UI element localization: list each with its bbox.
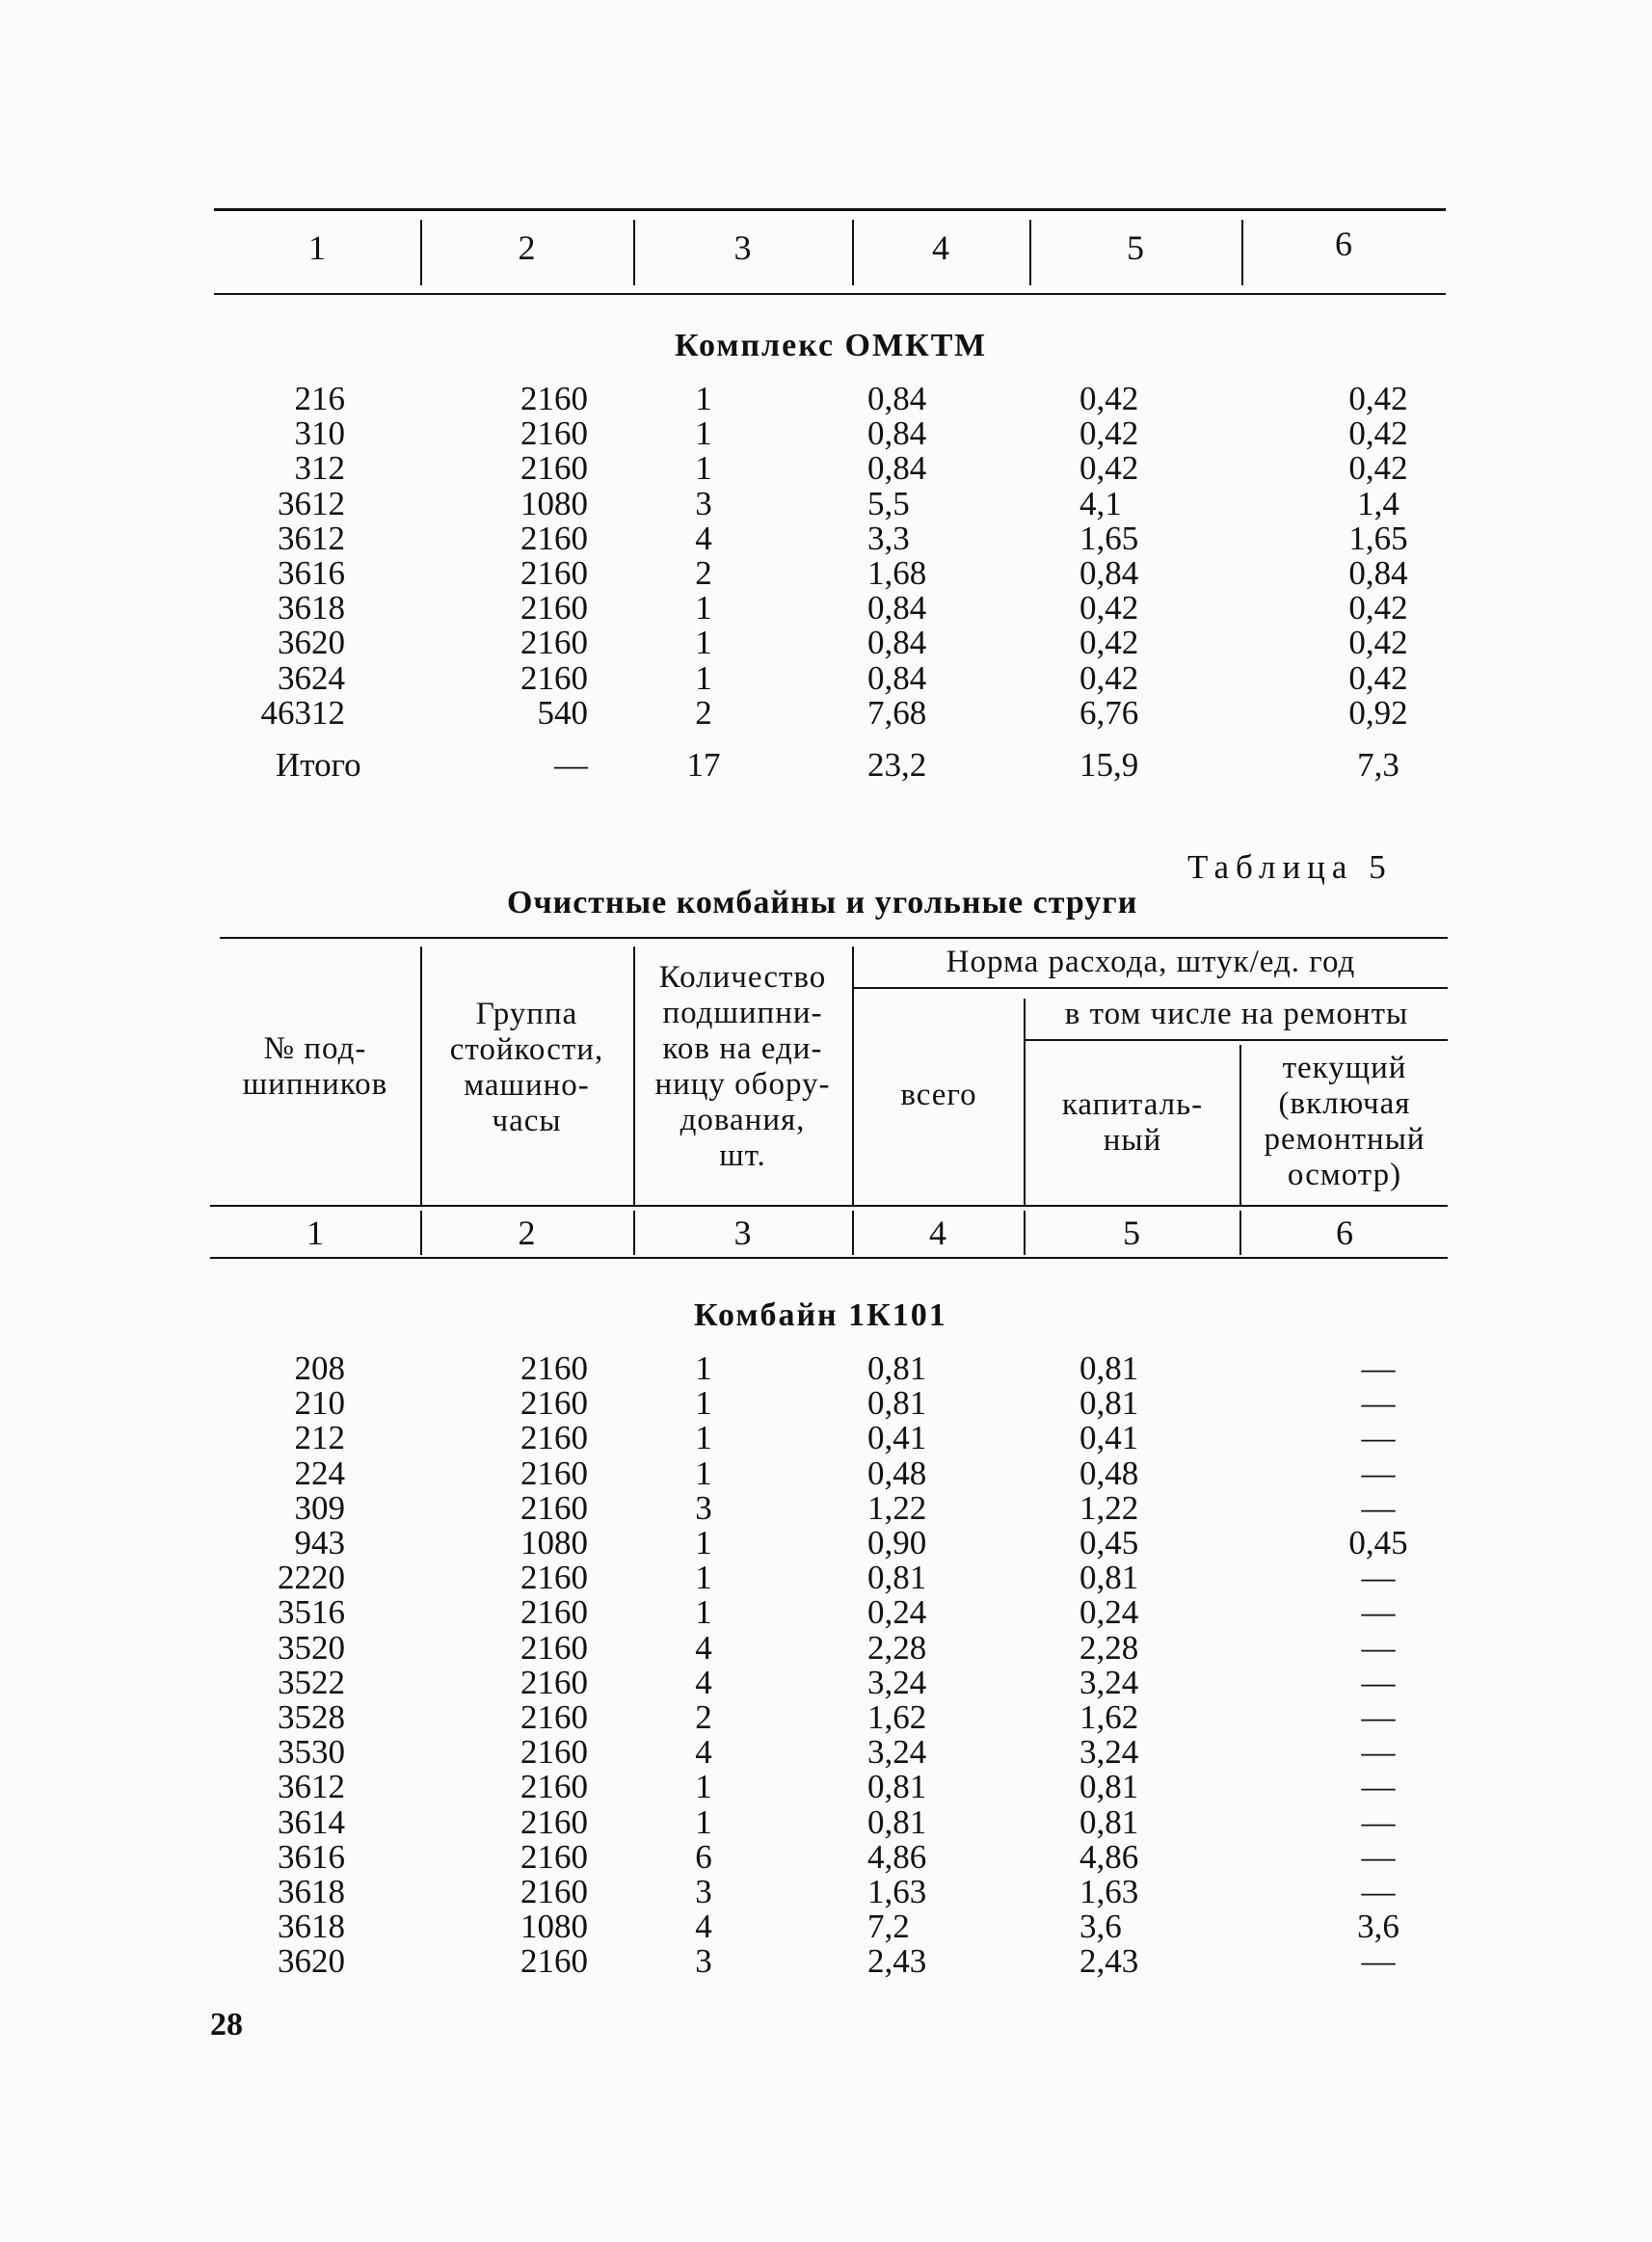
table-cell: 1,62 — [867, 1698, 927, 1736]
table-cell: 2160 — [520, 1663, 588, 1701]
table-cell: 3,24 — [1079, 1733, 1139, 1772]
total-cell: 15,9 — [1079, 746, 1139, 784]
table-cell: 1 — [695, 449, 712, 488]
table-cell: 3520 — [278, 1628, 345, 1667]
table-cell: 0,45 — [1348, 1524, 1408, 1561]
table-cell: 4 — [695, 1908, 712, 1946]
table-cell: 1 — [695, 1524, 712, 1561]
header-bearing-number — [210, 1031, 420, 1103]
column-number: 1 — [308, 228, 326, 267]
table-cell: 2160 — [520, 1384, 588, 1423]
table-cell: 0,41 — [867, 1419, 927, 1457]
table-cell: 0,48 — [867, 1454, 927, 1492]
header-including: в том числе на ремонты — [1064, 997, 1409, 1031]
table-cell: 0,42 — [1079, 624, 1139, 662]
table-cell: 2160 — [520, 1802, 588, 1841]
table-cell: 0,41 — [1079, 1419, 1139, 1457]
header-current — [1241, 1051, 1448, 1193]
table-cell: 1,22 — [1079, 1488, 1139, 1527]
table-cell: — — [1361, 1488, 1396, 1527]
table-cell: 7,68 — [867, 693, 927, 732]
table-cell: 2160 — [520, 589, 588, 627]
header-bearing-quantity — [633, 960, 852, 1174]
table-cell: 2160 — [520, 380, 588, 417]
norm-rule — [854, 987, 1448, 989]
table-cell: 1,63 — [1079, 1873, 1139, 1910]
table-cell: 1 — [695, 1593, 712, 1632]
table-cell: 7,2 — [867, 1908, 910, 1946]
table-cell: 0,84 — [1079, 554, 1139, 592]
table-cell: 3,6 — [1079, 1908, 1122, 1946]
table-cell: — — [1361, 1768, 1396, 1806]
table-cell: 0,42 — [1348, 589, 1408, 627]
table-cell: 0,84 — [867, 449, 927, 488]
table-cell: 0,84 — [867, 658, 927, 697]
table-cell: 0,42 — [1348, 414, 1408, 453]
table5-column-number: 6 — [1336, 1214, 1353, 1252]
table-cell: — — [1361, 1384, 1396, 1423]
table-cell: 2160 — [520, 1733, 588, 1772]
table-cell: 212 — [294, 1419, 345, 1457]
table-cell: 3530 — [278, 1733, 345, 1772]
table-cell: 0,81 — [867, 1384, 927, 1423]
table5-column-number: 1 — [306, 1214, 324, 1252]
table-cell: 1 — [695, 1349, 712, 1387]
table-cell: 310 — [294, 414, 345, 453]
table-cell: 4 — [695, 1628, 712, 1667]
table-cell: 1,4 — [1357, 484, 1399, 522]
table-cell: 3618 — [278, 1908, 345, 1946]
table-cell: 3528 — [278, 1698, 345, 1736]
table-cell: 2160 — [520, 658, 588, 697]
table-cell: 1,22 — [867, 1488, 927, 1527]
table-cell: 3620 — [278, 1942, 345, 1981]
table-cell: 1080 — [520, 1908, 588, 1946]
table-cell: 3 — [695, 484, 712, 522]
table-cell: 2160 — [520, 1593, 588, 1632]
column-number: 6 — [1335, 225, 1352, 263]
table-cell: 3 — [695, 1488, 712, 1527]
table-cell: 0,24 — [867, 1593, 927, 1632]
table-cell: 6 — [695, 1837, 712, 1876]
table-cell: 0,81 — [867, 1768, 927, 1806]
table-cell: 4 — [695, 519, 712, 557]
table-cell: — — [1361, 1663, 1396, 1701]
table-cell: 3,24 — [867, 1663, 927, 1701]
header-current-text: текущий (включая ремонтный осмотр) — [1264, 1051, 1426, 1192]
table-cell: — — [1361, 1802, 1396, 1841]
table-cell: 2,28 — [867, 1628, 927, 1667]
table-cell: 4 — [695, 1663, 712, 1701]
table-cell: 1,65 — [1348, 519, 1408, 557]
table5-column-number: 4 — [929, 1214, 946, 1252]
table-cell: 0,81 — [1079, 1349, 1139, 1387]
table-cell: 1,68 — [867, 554, 927, 592]
table-cell: 1080 — [520, 484, 588, 522]
table-cell: 540 — [537, 693, 588, 732]
table-cell: 4,86 — [1079, 1837, 1139, 1876]
table-cell: 0,42 — [1079, 380, 1139, 417]
table-cell: 0,81 — [1079, 1559, 1139, 1597]
table-cell: 2160 — [520, 554, 588, 592]
table-cell: 0,81 — [867, 1559, 927, 1597]
table-cell: 0,24 — [1079, 1593, 1139, 1632]
table-cell: 210 — [294, 1384, 345, 1423]
table-cell: 0,90 — [867, 1524, 927, 1561]
table-cell: 0,42 — [1348, 380, 1408, 417]
table-divider — [852, 947, 854, 1205]
table-cell: 4,1 — [1079, 484, 1122, 522]
table-cell: 1080 — [520, 1524, 588, 1561]
table-cell: 943 — [294, 1524, 345, 1561]
table-cell: 2220 — [278, 1559, 345, 1597]
table-cell: 1 — [695, 380, 712, 417]
table-cell: 2,43 — [1079, 1942, 1139, 1981]
header-capital — [1026, 1087, 1239, 1159]
table-cell: 2,28 — [1079, 1628, 1139, 1667]
header-norm: Норма расхода, штук/ед. год — [946, 945, 1356, 979]
header-durability-group — [420, 997, 633, 1139]
table-cell: 2160 — [520, 1349, 588, 1387]
table-cell: 2160 — [520, 1768, 588, 1806]
table-cell: 3516 — [278, 1593, 345, 1632]
table-label: Таблица 5 — [1187, 848, 1393, 886]
table-cell: 2160 — [520, 1628, 588, 1667]
table-cell: — — [1361, 1559, 1396, 1597]
table-cell: 2 — [695, 1698, 712, 1736]
table-cell: — — [1361, 1349, 1396, 1387]
table-cell: 3,6 — [1357, 1908, 1399, 1946]
header-bearing-quantity-text: Количество подшипни- ков на еди- ницу обору- дования, шт. — [654, 960, 831, 1173]
total-cell: 7,3 — [1357, 746, 1399, 784]
table-cell: 3612 — [278, 1768, 345, 1806]
table-cell: 0,42 — [1079, 449, 1139, 488]
table-cell: — — [1361, 1837, 1396, 1876]
table-cell: 1 — [695, 1454, 712, 1492]
table-cell: 1 — [695, 1559, 712, 1597]
table-title: Очистные комбайны и угольные струги — [507, 885, 1138, 921]
table-cell: 3 — [695, 1873, 712, 1910]
number-row-bottom — [210, 1257, 1448, 1259]
table-cell: 0,42 — [1079, 658, 1139, 697]
table-cell: 0,42 — [1079, 589, 1139, 627]
table-cell: 2 — [695, 693, 712, 732]
table-cell: 0,84 — [867, 624, 927, 662]
table-cell: 2160 — [520, 1488, 588, 1527]
table-cell: 3616 — [278, 1837, 345, 1876]
table-cell: 0,42 — [1348, 658, 1408, 697]
table-cell: 0,81 — [867, 1349, 927, 1387]
header-bottom-line — [210, 1205, 1448, 1207]
table-cell: 2160 — [520, 449, 588, 488]
table-cell: 3616 — [278, 554, 345, 592]
column-number: 2 — [518, 228, 536, 267]
header-capital-text: капиталь- ный — [1061, 1087, 1204, 1158]
table-cell: 3624 — [278, 658, 345, 697]
table-top-rule — [220, 937, 1448, 939]
table-cell: 208 — [294, 1349, 345, 1387]
table-cell: 2160 — [520, 1698, 588, 1736]
table-cell: 309 — [294, 1488, 345, 1527]
table-cell: 5,5 — [867, 484, 910, 522]
table-cell: — — [1361, 1942, 1396, 1981]
table-cell: 0,84 — [867, 414, 927, 453]
table-cell: 1 — [695, 589, 712, 627]
table-cell: — — [1361, 1873, 1396, 1910]
table-cell: 1 — [695, 658, 712, 697]
table-cell: — — [1361, 1698, 1396, 1736]
table-cell: 3612 — [278, 519, 345, 557]
table-cell: 1 — [695, 414, 712, 453]
table-cell: — — [1361, 1628, 1396, 1667]
table-cell: 2160 — [520, 624, 588, 662]
section-title-omktm: Комплекс ОМКТМ — [675, 328, 988, 363]
table-cell: 1 — [695, 624, 712, 662]
table-cell: 1 — [695, 1384, 712, 1423]
table-cell: 3620 — [278, 624, 345, 662]
table-cell: 0,81 — [1079, 1802, 1139, 1841]
table-cell: 0,81 — [1079, 1768, 1139, 1806]
table-cell: 0,84 — [1348, 554, 1408, 592]
table-cell: — — [1361, 1419, 1396, 1457]
table5-column-number: 3 — [733, 1214, 752, 1252]
table-cell: 1 — [695, 1768, 712, 1806]
table-cell: 1,63 — [867, 1873, 927, 1910]
section-title-1k101: Комбайн 1К101 — [694, 1297, 947, 1333]
table-cell: 0,81 — [1079, 1384, 1139, 1423]
table-cell: 3,24 — [1079, 1663, 1139, 1701]
table-cell: 3522 — [278, 1663, 345, 1701]
table-cell: 0,42 — [1079, 414, 1139, 453]
column-number: 3 — [733, 228, 752, 267]
total-cell: 23,2 — [867, 746, 927, 784]
table-cell: 2160 — [520, 414, 588, 453]
table-cell: 312 — [294, 449, 345, 488]
total-label: Итого — [276, 746, 361, 784]
table-cell: 0,92 — [1348, 693, 1408, 732]
table-cell: 2160 — [520, 519, 588, 557]
table-cell: 3612 — [278, 484, 345, 522]
table-cell: 1,65 — [1079, 519, 1139, 557]
table-cell: 0,42 — [1348, 449, 1408, 488]
top-rule — [214, 208, 1446, 211]
table-cell: 46312 — [260, 693, 345, 732]
table5-column-number: 2 — [518, 1214, 536, 1252]
table-cell: 3,24 — [867, 1733, 927, 1772]
table-cell: 1 — [695, 1802, 712, 1841]
table-cell: 4,86 — [867, 1837, 927, 1876]
total-cell: — — [554, 746, 588, 784]
table-cell: 3 — [695, 1942, 712, 1981]
table-cell: 0,81 — [867, 1802, 927, 1841]
table-cell: 1 — [695, 1419, 712, 1457]
table-cell: 3,3 — [867, 519, 910, 557]
total-cell: 17 — [686, 746, 721, 784]
table-cell: 2160 — [520, 1942, 588, 1981]
table-cell: — — [1361, 1593, 1396, 1632]
header-bearing-number-text: № под- шипников — [242, 1031, 388, 1102]
table-cell: 3618 — [278, 1873, 345, 1910]
including-rule — [1026, 1039, 1448, 1041]
table-cell: 2160 — [520, 1454, 588, 1492]
header-bottom-rule — [214, 293, 1446, 295]
column-number: 4 — [932, 228, 949, 267]
table-cell: 2,43 — [867, 1942, 927, 1981]
table-cell: 0,84 — [867, 380, 927, 417]
table-cell: 216 — [294, 380, 345, 417]
table-cell: 2160 — [520, 1873, 588, 1910]
header-durability-group-text: Группа стойкости, машино- часы — [449, 997, 604, 1138]
column-number: 5 — [1127, 228, 1144, 267]
table-cell: — — [1361, 1733, 1396, 1772]
table-cell: 2160 — [520, 1419, 588, 1457]
table-cell: 3618 — [278, 589, 345, 627]
table-cell: 2160 — [520, 1559, 588, 1597]
table-cell: 224 — [294, 1454, 345, 1492]
table-cell: 0,48 — [1079, 1454, 1139, 1492]
table-cell: 3614 — [278, 1802, 345, 1841]
table-cell: 4 — [695, 1733, 712, 1772]
table-cell: 2 — [695, 554, 712, 592]
table-cell: 0,84 — [867, 589, 927, 627]
table-cell: 2160 — [520, 1837, 588, 1876]
table5-column-number: 5 — [1123, 1214, 1140, 1252]
table-cell: 0,45 — [1079, 1524, 1139, 1561]
table-cell: — — [1361, 1454, 1396, 1492]
table-cell: 6,76 — [1079, 693, 1139, 732]
header-total: всего — [900, 1078, 977, 1112]
page-number: 28 — [210, 2007, 243, 2042]
table-cell: 1,62 — [1079, 1698, 1139, 1736]
table-cell: 0,42 — [1348, 624, 1408, 662]
